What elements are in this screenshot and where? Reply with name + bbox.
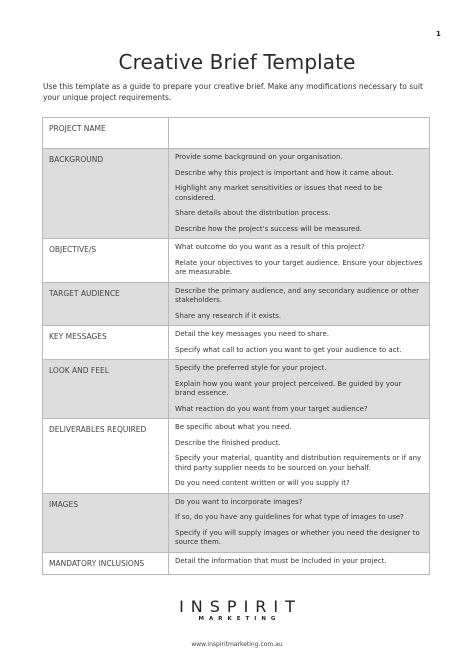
mandatory-inclusions-content (169, 552, 430, 575)
inspirit-logo (0, 597, 474, 622)
row-label-look-and-feel: LOOK AND FEEL (43, 360, 169, 419)
table-row (43, 493, 430, 552)
table-row (43, 149, 430, 239)
prompt-line: Relate your objectives to your target audience. Ensure your objectives are measurable. (175, 258, 423, 276)
prompt-line: Specify the preferred style for your project. (175, 364, 327, 372)
prompt-line: What reaction do you want from your target audience? (175, 404, 368, 413)
prompt-line: Describe the finished product. (175, 438, 281, 447)
logo-subtitle: MARKETING (198, 616, 281, 622)
prompt-line: Do you want to incorporate images? (175, 497, 303, 506)
prompt-line: Detail the key messages you need to share. (175, 330, 330, 338)
table-row (43, 552, 430, 575)
row-label-project-name: PROJECT NAME (43, 118, 169, 149)
objectives-content (169, 239, 430, 283)
prompt-line: Share any research if it exists. (175, 311, 282, 320)
background-content (169, 149, 430, 239)
prompt-line: Describe the primary audience, and any secondary audience or other stakeholders. (175, 286, 420, 304)
prompt-line: Highlight any market sensitivities or issues that need to be considered. (175, 184, 383, 202)
prompt-line: If so, do you have any guidelines for what type of images to use? (175, 513, 404, 521)
prompt-line: Specify what call to action you want to get your audience to act. (175, 345, 402, 354)
table-row (43, 419, 430, 494)
row-label-images: IMAGES (43, 493, 169, 552)
intro-text: Use this template as a guide to prepare your creative brief. Make any modifications necessary to suit your unique project requirements. (43, 82, 423, 102)
prompt-line: Describe how the project's success will be measured. (175, 224, 363, 233)
row-label-background: BACKGROUND (43, 149, 169, 239)
table-row (43, 326, 430, 360)
page-title: Creative Brief Template (118, 50, 356, 74)
prompt-line: Be specific about what you need. (175, 423, 292, 431)
prompt-line: Detail the information that must be included in your project. (175, 556, 387, 565)
prompt-line: Specify if you will supply images or whether you need the designer to source them. (175, 528, 420, 546)
deliverables-content (169, 419, 430, 494)
website-url[interactable]: www.inspiritmarketing.com.au (191, 641, 283, 648)
page-number: 1 (436, 30, 441, 38)
table-row (43, 282, 430, 326)
table-row (43, 360, 430, 419)
prompt-line: Do you need content written or will you supply it? (175, 479, 350, 487)
target-audience-content (169, 282, 430, 326)
table-row (43, 239, 430, 283)
row-label-target-audience: TARGET AUDIENCE (43, 282, 169, 326)
look-and-feel-content (169, 360, 430, 419)
table-row (43, 118, 430, 149)
brief-table (42, 117, 430, 575)
key-messages-content (169, 326, 430, 360)
row-label-mandatory-inclusions: MANDATORY INCLUSIONS (43, 552, 169, 575)
prompt-line: Describe why this project is important and how it came about. (175, 168, 394, 177)
row-label-key-messages: KEY MESSAGES (43, 326, 169, 360)
images-content (169, 493, 430, 552)
prompt-line: Provide some background on your organisation. (175, 153, 343, 161)
prompt-line: Share details about the distribution process. (175, 209, 331, 217)
logo-wordmark: INSPIRIT (179, 597, 302, 616)
prompt-line: Specify your material, quantity and distribution requirements or if any third party supplier needs to be sourced on your behalf. (175, 454, 422, 472)
project-name-field[interactable] (169, 118, 430, 149)
prompt-line: Explain how you want your project perceived. Be guided by your brand essence. (175, 379, 402, 397)
prompt-line: What outcome do you want as a result of this project? (175, 243, 365, 251)
row-label-objectives: OBJECTIVE/S (43, 239, 169, 283)
row-label-deliverables: DELIVERABLES REQUIRED (43, 419, 169, 494)
